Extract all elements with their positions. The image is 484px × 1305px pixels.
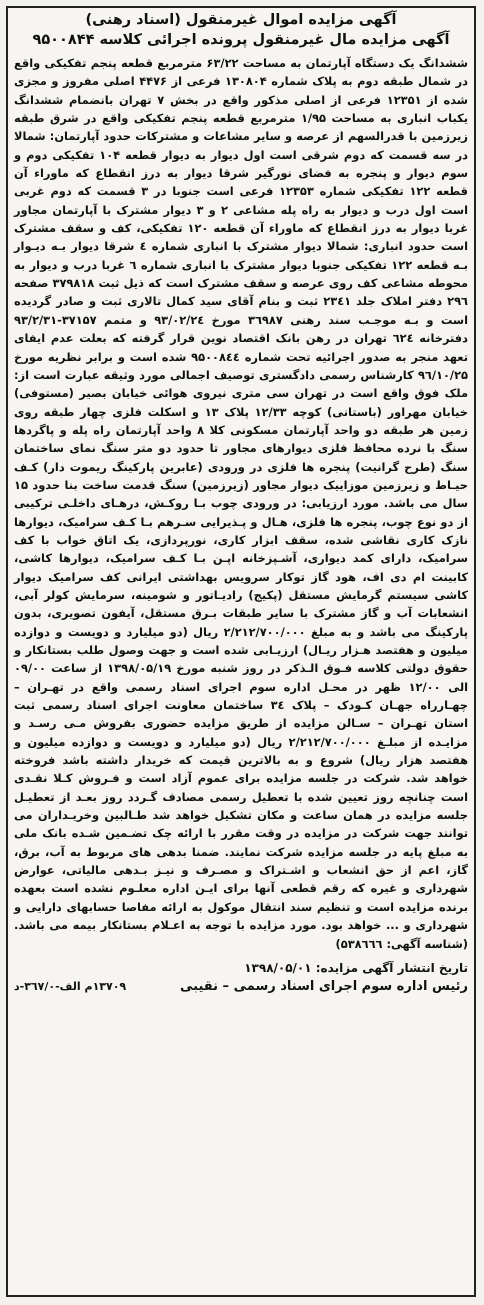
reference-code: ۱۳۷۰۹م الف-۳٦۷/۰-د xyxy=(14,979,127,993)
publication-date: تاریخ انتشار آگهی مزایده: ۱۳۹۸/۰۵/۰۱ xyxy=(244,960,468,975)
notice-body: ششدانگ یک دستگاه آپارتمان به مساحت ۶۳/۲۲ مترمربع قطعه پنجم تفکیکی واقع در شمال طبقه دوم به پلاک شماره ۱۳۰۸۰۴ فرعی از ۴۴۷۶ اصلی مفروز و مجزی شده از ۱۲۳۵۱ فرعی از اصلی مذکور واقع در بخش ۷ تهران بانضمام ششدانگ یکباب انباری به مساحت ۱/۹۵ مترمربع قطعه پنجم تفکیکی واقع در شرق طبقه زیرزمین با قدرالسهم از عرصه و سایر مشاعات و مشترکات حدود آپارتمان: شمالا در سه قسمت که دوم شرقی است اول دیوار به دیوار قطعه ۱۰۴ تفکیکی دوم و سوم دیوار و پنجره به فضای نورگیر شرقا دیوار به درز انقطاع که ماوراء آن قطعه ۱۲۲ تفکیکی شماره ۱۲۳۵۳ فرعی است جنوبا در ۳ قسمت که دوم غربی است اول درب و دیوار به راه پله مشاعی ۲ و ۳ دیوار مشترک با آپارتمان مجاور غربا دیوار به درز انقطاع که ماوراء آن قطعه ۱۲۰ تفکیکی، کف و سقف مشترک است حدود انباری: شمالا دیوار مشترک با انباری شماره ٤ شرقا دیوار بـه دیـوار بـه قطعه ۱۲۲ تفکیکی جنوبا دیوار مشترک با انباری شماره ٦ غربا درب و دیوار به محوطه مشاعی کف روی عرصه و سقف مشترک است که ذیل ثبت ۳۷۹۸۱۸ صفحه ۲۹٦ دفتر املاک جلد ۲۳٤۱ ثبت و بنام آقای سید کمال تالاری ثبت و صادر گردیده است و بـه موجـب سند رهنی ۳٦۹۸۷ مورخ ۹۳/۰۲/۲٤ و متمم ۳۷۱۵۷-۹۳/۲/۳۱ دفترخانه ٦۲٤ تهران در رهن بانک اقتصاد نوین قرار گرفته که بعلت عدم ایفای تعهد منجر به صدور اجرائیه تحت شماره ۹۵۰۰۸٤٤ شده است و برابر نظریه مورخ ۹٦/۱۰/۲۵ کارشناس رسمی دادگستری توصیف اجمالی مورد وثیقه عبارت است از: ملک فوق واقع است در تهران سی متری نیروی هوائی خیابان بصیر (مستوفی) خیابان مهراور (باستانی) کوچه ۱۲/۳۳ پلاک ۱۳ و اسکلت فلزی چهار طبقه روی زمین هر طبقه دو واحد آپارتمان مسکونی کلا ۸ واحد آپارتمان راه پله و پاگردها سنگ با نرده محافظ فلزی دیوارهای مجاور تا حدود دو متر سنگ نمای ساختمان سنگ (طرح گرانیت) پنجره ها فلزی در ورودی (عابرین پارکینگ ریموت دار) کـف حیـاط و زیرزمین موزاییک دیوار مجاور (زیرزمین) سنگ قدمت ساخت بنا حدود ۱۵ سال می باشد. مورد ارزیابی: در ورودی چوب بـا روکـش، درهـای داخلـی ترکیبی از دو نوع چوب، پنجره ها فلزی، هـال و پـذیرایی سـرهم بـا کـف سرامیک، دیوارها نازک کاری نقاشی شده، سقف ابزار کاری، نورپردازی، یک اتاق خواب با کف سرامیک، دارای کمد دیواری، آشـپزخانه اپـن بـا کـف سرامیک، دیوارها کاشی، کابینت ام دی اف، هود گاز توکار سرویس بهداشتی ایرانی کف سرامیک دیوار کاشی سیستم گرمایش مستقل (پکیج) رادیـاتور و شومینه، سرمایش کولر آبی، انشعابات آب و گاز مشترک با سایر طبقات بـرق مستقل، آیفون تصویری، بدون پارکینگ می باشد و به مبلغ ۲/۲۱۲/۷۰۰/۰۰۰ ریال (دو میلیارد و دویست و دوازده میلیون و هفتصد هـزار ریـال) ارزیـابی شده است و جهت وصول طلب بستانکار و حقوق دولتی کلاسه فـوق الـذکر در روز شنبه مورخ ۱۳۹۸/۰۵/۱۹ از ساعت ۰۹/۰۰ الی ۱۲/۰۰ ظهر در محـل اداره سوم اجرای اسناد رسمی واقع در تهـران – چهـارراه جهـان کـودک – پلاک ۳٤ ساختمان معاونت اجرای اسناد رسمی ثبت استان تهـران – سـالن مزایده از طریق مزایده حضوری بفروش مـی رسـد و مزایـده از مبلـغ ۲/۲۱۲/۷۰۰/۰۰۰ ریال (دو میلیارد و دویست و دوازده میلیون و هفتصد هزار ریال) شروع و به بالاترین قیمت که خریدار داشته باشد فروخته خواهد شد. شرکت در جلسه مزایده برای عموم آزاد است و فـروش کـلا نقـدی است چنانچه روز تعیین شده با تعطیل رسمی مصادف گـردد روز بعـد از تعطیـل جلسه مزایده در همان ساعت و مکان تشکیل خواهد شد طـالبین وخریـداران می توانند جهت شرکت در مزایده در وقت مقرر با ارائه چک تضـمین شـده بانک ملی به مبلغ پایه در جلسه مزایده شرکت نمایند. ضمنا بدهی های مربوط به آب، برق، گاز، اعم از حق انشعاب و اشـتراک و مصـرف و نیـز بـدهی مالیاتی، عوارض شهرداری و غیره که رقم قطعی آنها برای ایـن اداره معلـوم نشده است بعهده برنده مزایده است و تنظیم سند انتقال موکول به ارائه مفاصا حسابهای دارایی و شهرداری و ... خواهد بود. مورد مزایده با توجه به اعـلام بستانکار بیمه می باشد. (شناسه آگهی: ۵۳۸٦٦٦) xyxy=(14,56,469,951)
signature-row xyxy=(14,977,468,997)
signatory: رئیس اداره سوم اجرای اسناد رسمی – نقیبی xyxy=(180,978,468,994)
notice-footer xyxy=(14,959,468,997)
auction-notice xyxy=(6,6,476,1297)
notice-title-line2: آگهی مزایده مال غیرمنقول پرونده اجرائی کلاسه ۹۵۰۰۸۴۴ xyxy=(32,32,450,48)
notice-title-line1: آگهی مزایده اموال غیرمنقول (اسناد رهنی) xyxy=(85,12,397,28)
